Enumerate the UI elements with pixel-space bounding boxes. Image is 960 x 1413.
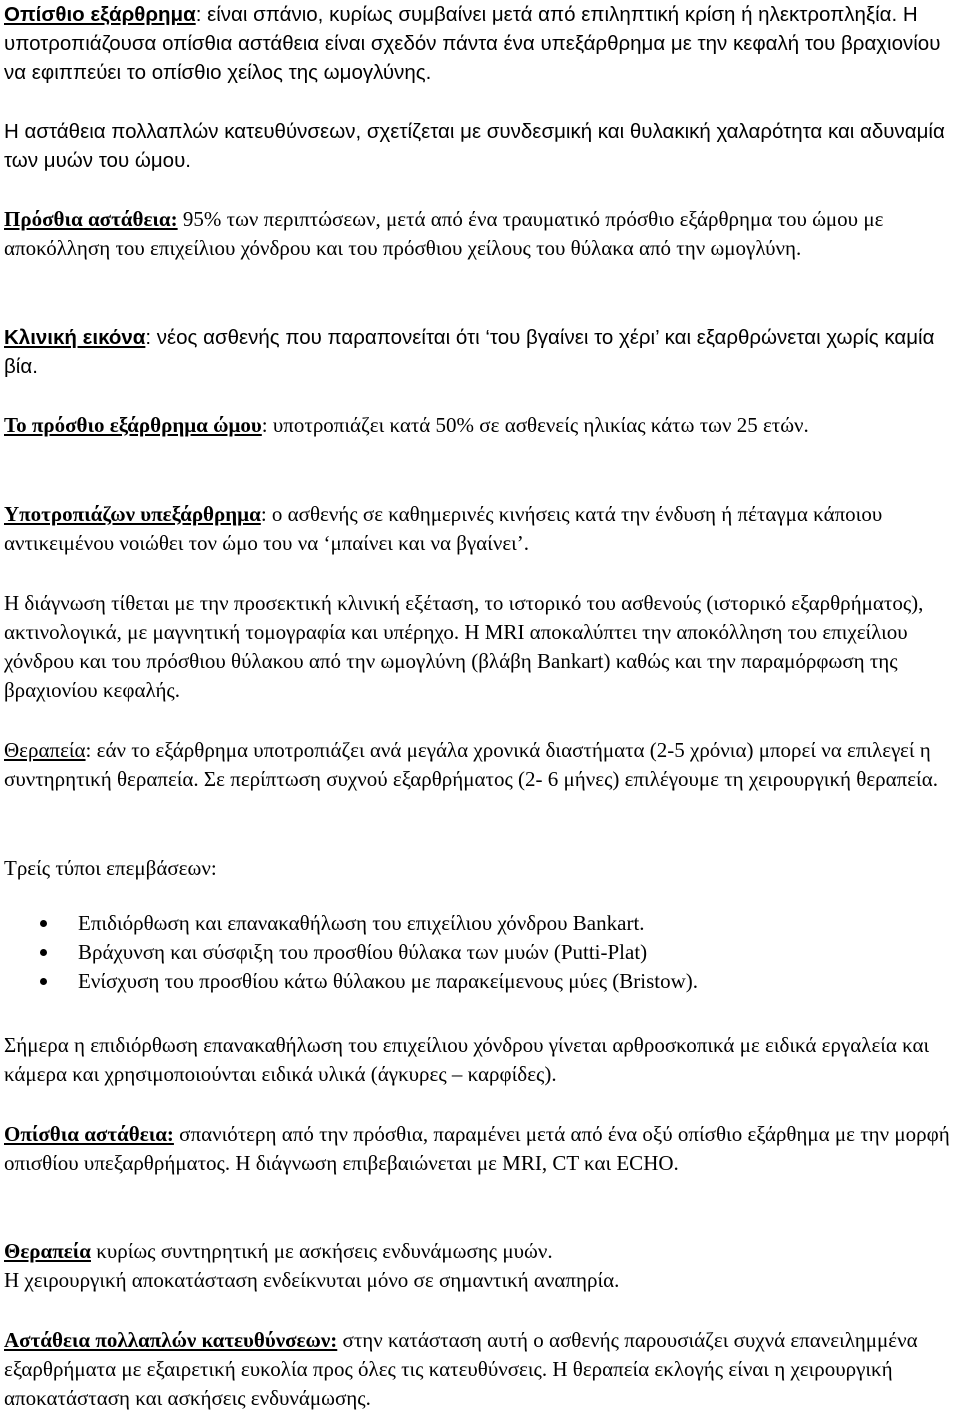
posterior-instability-paragraph: [4, 1120, 954, 1178]
recurrent-subluxation-paragraph: [4, 500, 954, 558]
posterior-treatment-line2: Η χειρουργική αποκατάσταση ενδείκνυται μόνο σε σημαντική αναπηρία.: [4, 1268, 620, 1292]
clinical-picture-paragraph: [4, 323, 954, 381]
list-item: Ενίσχυση του προσθίου κάτω θύλακου με παρακείμενους μύες (Bristow).: [4, 967, 954, 996]
posterior-dislocation-paragraph: [4, 0, 954, 87]
posterior-treatment-paragraph: [4, 1237, 954, 1295]
anterior-instability-paragraph: [4, 205, 954, 263]
procedure-types-list: [4, 909, 954, 996]
multidirectional-note-paragraph: Η αστάθεια πολλαπλών κατευθύνσεων, σχετίζεται με συνδεσμική και θυλακική χαλαρότητα και αδυναμία των μυών του ώμου.: [4, 120, 945, 172]
bullet-icon: [40, 978, 47, 985]
posterior-instability-text: σπανιότερη από την πρόσθια, παραμένει μετά από ένα οξύ οπίσθιο εξάρθημα με την μορφή οπισθίου υπεξαρθρήματος. Η διάγνωση επιβεβαιώνεται με MRI, CT και ECHO.: [4, 1122, 950, 1175]
multidirectional-instability-text: στην κατάσταση αυτή ο ασθενής παρουσιάζει συχνά επανειλημμένα εξαρθρήματα με εξαιρετική ευκολία προς όλες τις κατευθύνσεις. Η θεραπεία εκλογής είναι η χειρουργική αποκατάσταση και ασκήσεις ενδυνάμωσης.: [4, 1328, 918, 1410]
anterior-shoulder-dislocation-heading: Το πρόσθιο εξάρθρημα ώμου: [4, 413, 262, 437]
procedure-types-intro: Τρείς τύποι επεμβάσεων:: [4, 856, 217, 880]
bullet-icon: [40, 920, 47, 927]
posterior-treatment-line1: κυρίως συντηρητική με ασκήσεις ενδυνάμωσης μυών.: [90, 1239, 553, 1263]
treatment-paragraph: [4, 736, 954, 794]
anterior-instability-heading: Πρόσθια αστάθεια:: [4, 207, 178, 231]
bullet-icon: [40, 949, 47, 956]
posterior-dislocation-heading: Οπίσθιο εξάρθρημα: [4, 3, 196, 26]
posterior-treatment-heading: Θεραπεία: [4, 1239, 91, 1263]
multidirectional-instability-heading: Αστάθεια πολλαπλών κατευθύνσεων:: [4, 1328, 338, 1352]
recurrent-subluxation-heading: Υποτροπιάζων υπεξάρθρημα: [4, 502, 261, 526]
list-item: Βράχυνση και σύσφιξη του προσθίου θύλακα των μυών (Putti-Plat): [4, 938, 954, 967]
clinical-picture-heading: Κλινική εικόνα: [4, 326, 146, 349]
anterior-instability-text: 95% των περιπτώσεων, μετά από ένα τραυματικό πρόσθιο εξάρθρημα του ώμου με αποκόλληση του επιχείλιου χόνδρου και του πρόσθιου χείλους του θύλακα από την ωμογλύνη.: [4, 207, 884, 260]
diagnosis-paragraph: Η διάγνωση τίθεται με την προσεκτική κλινική εξέταση, το ιστορικό του ασθενούς (ιστορικό εξαρθρήματος), ακτινολογικά, με μαγνητική τομογραφία και υπέρηχο. Η MRI αποκαλύπτει την αποκόλληση του επιχείλιου χόνδρου και του πρόσθιου θύλακου από την ωμογλύνη (βλάβη Bankart) καθώς και την παραμόρφωση της βραχιονίου κεφαλής.: [4, 591, 924, 702]
list-item: Επιδιόρθωση και επανακαθήλωση του επιχείλιου χόνδρου Bankart.: [4, 909, 954, 938]
recurrent-subluxation-text: : ο ασθενής σε καθημερινές κινήσεις κατά την ένδυση ή πέταγμα κάποιου αντικειμένου νοιώθει τον ώμο του να ‘μπαίνει και να βγαίνει’.: [4, 502, 883, 555]
treatment-heading: Θεραπεία: [4, 738, 86, 762]
multidirectional-instability-paragraph: [4, 1326, 954, 1413]
arthroscopic-repair-paragraph: Σήμερα η επιδιόρθωση επανακαθήλωση του επιχείλιου χόνδρου γίνεται αρθροσκοπικά με ειδικά εργαλεία και κάμερα και χρησιμοποιούνται ειδικά υλικά (άγκυρες – καρφίδες).: [4, 1033, 930, 1086]
posterior-dislocation-text: : είναι σπάνιο, κυρίως συμβαίνει μετά από επιληπτική κρίση ή ηλεκτροπληξία. Η υποτροπιάζουσα οπίσθια αστάθεια είναι σχεδόν πάντα ένα υπεξάρθρημα με την κεφαλή του βραχιονίου να εφιππεύει το οπίσθιο χείλος της ωμογλύνης.: [4, 3, 941, 84]
clinical-picture-text: : νέος ασθενής που παραπονείται ότι ‘του βγαίνει το χέρι’ και εξαρθρώνεται χωρίς καμία βία.: [4, 326, 935, 378]
posterior-instability-heading: Οπίσθια αστάθεια:: [4, 1122, 174, 1146]
anterior-shoulder-dislocation-paragraph: [4, 411, 954, 440]
treatment-text: : εάν το εξάρθρημα υποτροπιάζει ανά μεγάλα χρονικά διαστήματα (2-5 χρόνια) μπορεί να επιλεγεί η συντηρητική θεραπεία. Σε περίπτωση συχνού εξαρθρήματος (2- 6 μήνες) επιλέγουμε τη χειρουργική θεραπεία.: [4, 738, 938, 791]
anterior-shoulder-dislocation-text: : υποτροπιάζει κατά 50% σε ασθενείς ηλικίας κάτω των 25 ετών.: [261, 413, 809, 437]
